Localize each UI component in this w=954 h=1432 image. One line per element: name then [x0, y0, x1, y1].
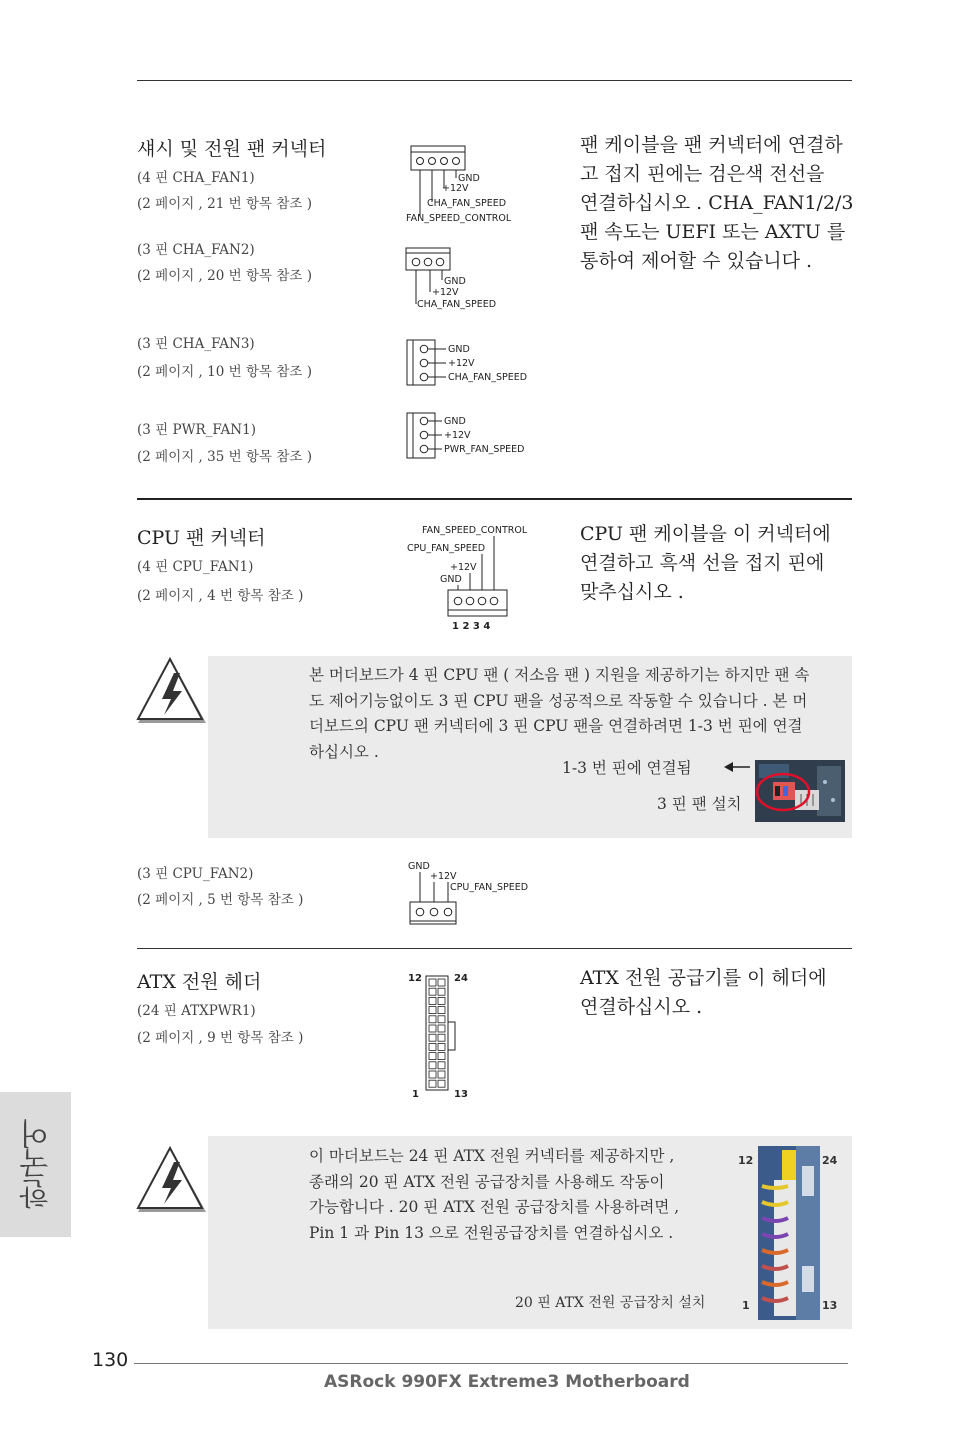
connected-pins-label: 1-3 번 핀에 연결됨: [562, 759, 692, 777]
cpu-fan2-diagram: [404, 858, 544, 930]
language-tab-label: 한국어: [20, 1119, 55, 1210]
atx-pin: [429, 1034, 436, 1041]
photo-pin1-label: 1: [742, 1299, 750, 1312]
atx-pin: [429, 1071, 436, 1078]
cpu-fan2-ref: (2 페이지 , 5 번 항목 참조 ): [137, 892, 304, 908]
language-tab: [0, 1092, 71, 1237]
atx-pin: [438, 1025, 445, 1032]
arrow-left-icon: [724, 761, 752, 773]
note1-line: 본 머더보드가 4 핀 CPU 팬 ( 저소음 팬 ) 지원을 제공하기는 하지만 팬 속: [309, 666, 810, 684]
cha-fan3-diagram: [404, 337, 544, 389]
atx-pin: [438, 1071, 445, 1078]
photo-pin12-label: 12: [738, 1154, 754, 1167]
atx-title: ATX 전원 헤더: [137, 971, 262, 993]
cha-fan2-diagram: [404, 242, 524, 312]
chassis-desc-line: 팬 케이블을 팬 커넥터에 연결하: [580, 134, 843, 156]
cha-fan3-spec: (3 핀 CHA_FAN3): [137, 336, 255, 352]
note1-line: 더보드의 CPU 팬 커넥터에 3 핀 CPU 팬을 연결하려면 1-3 번 핀에 연결: [309, 717, 803, 735]
cha-fan1-ref: (2 페이지 , 21 번 항목 참조 ): [137, 196, 312, 212]
cha-fan1-control-label: FAN_SPEED_CONTROL: [406, 213, 512, 224]
note2-line: Pin 1 과 Pin 13 으로 전원공급장치를 연결하십시오 .: [309, 1223, 674, 1242]
cpu-fan-description: [580, 520, 831, 607]
atx-pin: [429, 1043, 436, 1050]
cpu-desc-line: 맞추십시오 .: [580, 581, 684, 603]
pwr-fan1-gnd-label: GND: [444, 416, 466, 427]
atx-pin: [429, 1025, 436, 1032]
chassis-title: 섀시 및 전원 팬 커넥터: [137, 138, 327, 160]
cha-fan2-speed-label: CHA_FAN_SPEED: [417, 299, 497, 310]
cha-fan3-gnd-label: GND: [448, 344, 470, 355]
atx-install-photo: [758, 1146, 820, 1320]
cpu-fan2-12v-label: +12V: [430, 871, 457, 882]
chassis-description: [580, 131, 854, 276]
warning-icon: [136, 1146, 208, 1216]
chassis-desc-line: 고 접지 핀에는 검은색 전선을: [580, 163, 825, 185]
cha-fan2-spec: (3 핀 CHA_FAN2): [137, 242, 255, 258]
atx-connector-diagram: [402, 966, 482, 1100]
cha-fan2-ref: (2 페이지 , 20 번 항목 참조 ): [137, 268, 312, 284]
pwr-fan1-ref: (2 페이지 , 35 번 항목 참조 ): [137, 449, 312, 465]
cpu-fan1-ref: (2 페이지 , 4 번 항목 참조 ): [137, 588, 304, 604]
cha-fan2-gnd-label: GND: [444, 276, 466, 287]
cha-fan3-ref: (2 페이지 , 10 번 항목 참조 ): [137, 364, 312, 380]
atx-pin: [438, 1016, 445, 1023]
atx-pin: [438, 1043, 445, 1050]
cha-fan2-12v-label: +12V: [432, 287, 459, 298]
note2-line: 이 마더보드는 24 핀 ATX 전원 커넥터를 제공하지만 ,: [309, 1147, 675, 1165]
atx-spec: (24 핀 ATXPWR1): [137, 1003, 256, 1019]
atx-pin: [438, 1053, 445, 1060]
cpu-fan1-gnd-label: GND: [440, 574, 462, 585]
cpu-fan1-control-label: FAN_SPEED_CONTROL: [422, 525, 528, 536]
cpu-fan1-speed-label: CPU_FAN_SPEED: [407, 543, 486, 554]
cpu-fan2-gnd-label: GND: [408, 861, 430, 872]
atx-pin: [429, 997, 436, 1004]
cpu-fan-photo: [755, 760, 845, 822]
atx-desc-line: ATX 전원 공급기를 이 헤더에: [580, 967, 827, 989]
cha-fan1-gnd-label: GND: [458, 173, 480, 184]
cpu-fan2-speed-label: CPU_FAN_SPEED: [450, 882, 529, 893]
cha-fan1-diagram: [405, 142, 535, 226]
atx-pin: [438, 1034, 445, 1041]
atx-pin: [438, 988, 445, 995]
atx-install-label: 20 핀 ATX 전원 공급장치 설치: [515, 1295, 706, 1311]
chassis-desc-line: 연결하십시오 . CHA_FAN1/2/3: [580, 192, 854, 214]
note2-line: 가능합니다 . 20 핀 ATX 전원 공급장치를 사용하려면 ,: [309, 1198, 680, 1216]
pwr-fan1-diagram: [404, 411, 544, 461]
cpu-fan2-spec: (3 핀 CPU_FAN2): [137, 866, 254, 882]
atx-ref: (2 페이지 , 9 번 항목 참조 ): [137, 1030, 304, 1046]
section-divider: [137, 498, 852, 500]
atx-pin: [429, 1007, 436, 1014]
footer-rule: [134, 1363, 848, 1364]
atx-pin: [438, 979, 445, 986]
top-rule: [137, 80, 852, 81]
atx-pin12-label: 12: [408, 973, 422, 984]
note2-line: 종래의 20 핀 ATX 전원 공급장치를 사용해도 작동이: [309, 1172, 665, 1191]
cpu-fan1-diagram: [404, 522, 544, 632]
atx-pin-grid: [429, 979, 445, 1087]
cpu-fan1-pin-numbers: 1 2 3 4: [452, 621, 491, 632]
cpu-fan1-12v-label: +12V: [450, 562, 477, 573]
note1-line: 도 제어기능없이도 3 핀 CPU 팬을 성공적으로 작동할 수 있습니다 . 본 머: [309, 691, 808, 710]
footer-title: ASRock 990FX Extreme3 Motherboard: [324, 1372, 690, 1392]
atx-pin: [438, 1007, 445, 1014]
note-atx-text: [309, 1144, 679, 1246]
chassis-desc-line: 통하여 제어할 수 있습니다 .: [580, 250, 813, 272]
pwr-fan1-speed-label: PWR_FAN_SPEED: [444, 444, 525, 455]
cha-fan1-speed-label: CHA_FAN_SPEED: [427, 198, 507, 209]
atx-pin: [429, 988, 436, 995]
page-number: 130: [92, 1349, 129, 1371]
cha-fan1-12v-label: +12V: [442, 183, 469, 194]
pwr-fan1-spec: (3 핀 PWR_FAN1): [137, 422, 256, 438]
section-divider: [137, 948, 852, 949]
atx-pin: [429, 1016, 436, 1023]
atx-pin1-label: 1: [412, 1089, 419, 1100]
cpu-desc-line: CPU 팬 케이블을 이 커넥터에: [580, 523, 831, 545]
atx-pin: [438, 1080, 445, 1087]
cpu-desc-line: 연결하고 흑색 선을 접지 핀에: [580, 552, 825, 574]
photo-pin24-label: 24: [822, 1154, 838, 1167]
atx-pin: [438, 1062, 445, 1069]
pwr-fan1-12v-label: +12V: [444, 430, 471, 441]
chassis-desc-line: 팬 속도는 UEFI 또는 AXTU 를: [580, 221, 846, 243]
atx-pin: [429, 979, 436, 986]
cha-fan3-speed-label: CHA_FAN_SPEED: [448, 372, 528, 383]
atx-pin13-label: 13: [454, 1089, 468, 1100]
atx-description: [580, 964, 827, 1022]
cpu-fan1-spec: (4 핀 CPU_FAN1): [137, 559, 254, 575]
cpu-fan-title: CPU 팬 커넥터: [137, 527, 266, 549]
atx-pin: [429, 1062, 436, 1069]
cha-fan1-spec: (4 핀 CHA_FAN1): [137, 170, 255, 186]
atx-desc-line: 연결하십시오 .: [580, 996, 703, 1018]
note-cpu-fan-text: [309, 663, 809, 765]
atx-pin: [429, 1053, 436, 1060]
photo-pin13-label: 13: [822, 1299, 838, 1312]
note1-line: 하십시오 .: [309, 742, 379, 761]
atx-pin: [438, 997, 445, 1004]
warning-icon: [136, 657, 208, 727]
atx-pin: [429, 1080, 436, 1087]
three-pin-install-label: 3 핀 팬 설치: [657, 795, 742, 813]
atx-pin24-label: 24: [454, 973, 468, 984]
cha-fan3-12v-label: +12V: [448, 358, 475, 369]
